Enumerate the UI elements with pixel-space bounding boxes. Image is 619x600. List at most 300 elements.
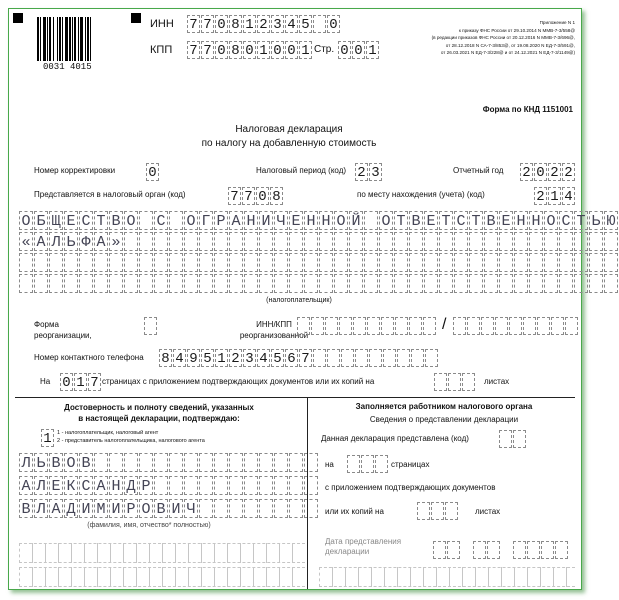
char-cell: И	[109, 499, 123, 518]
char-cell: 2	[520, 163, 533, 181]
char-cell	[484, 274, 498, 293]
signer-cell	[41, 429, 55, 447]
barcode-bar	[59, 17, 61, 61]
char-cell	[424, 232, 438, 251]
char-cell	[214, 476, 228, 495]
char-cell	[364, 211, 378, 230]
char-cell: 1	[74, 373, 87, 391]
char-cell	[154, 476, 168, 495]
char-cell	[411, 349, 424, 367]
char-cell: 0	[60, 373, 73, 391]
reorg-slash: /	[442, 316, 447, 333]
char-cell	[499, 274, 513, 293]
char-cell	[289, 499, 303, 518]
char-cell: А	[49, 499, 63, 518]
char-cell	[199, 499, 213, 518]
barcode-digits: 0031 4015	[43, 62, 92, 72]
char-cell	[409, 232, 423, 251]
char-cell	[49, 274, 63, 293]
char-cell	[139, 232, 153, 251]
char-cell	[229, 499, 243, 518]
char-cell: 7	[201, 41, 214, 59]
char-cell	[199, 232, 213, 251]
char-cell	[424, 253, 438, 272]
submitted-label: Данная декларация представлена (код)	[321, 434, 469, 443]
corner-mark-top-left	[13, 13, 23, 23]
char-cell	[311, 317, 324, 335]
char-cell	[169, 274, 183, 293]
char-cell	[184, 274, 198, 293]
char-cell: А	[94, 232, 108, 251]
char-cell	[169, 453, 183, 472]
char-cell: 0	[338, 41, 351, 59]
char-cell	[379, 274, 393, 293]
char-cell	[169, 476, 183, 495]
char-cell	[244, 253, 258, 272]
reorg-form-label-line: Форма	[34, 320, 59, 329]
char-cell	[445, 502, 458, 520]
tax-authority-label: Представляется в налоговый орган (код)	[34, 190, 186, 199]
kpp-cells	[187, 41, 313, 59]
char-cell	[394, 274, 408, 293]
char-cell: 0	[243, 41, 256, 59]
char-cell: 2	[548, 163, 561, 181]
char-cell: Л	[34, 476, 48, 495]
barcode-bar	[57, 17, 58, 61]
char-cell: Л	[49, 232, 63, 251]
char-cell	[361, 455, 374, 473]
char-cell	[244, 232, 258, 251]
char-cell: 0	[146, 163, 159, 181]
pages-on-label: На	[40, 377, 51, 386]
char-cell: 1	[548, 187, 561, 205]
char-cell	[544, 253, 558, 272]
char-cell: Ь	[64, 232, 78, 251]
char-cell	[154, 232, 168, 251]
char-cell	[364, 232, 378, 251]
char-cell: 5	[299, 15, 312, 33]
reorg-inn-cells	[297, 317, 437, 335]
char-cell	[289, 274, 303, 293]
char-cell: 7	[228, 187, 241, 205]
char-cell	[64, 274, 78, 293]
taxpayer-name-row-4	[19, 274, 619, 293]
char-cell	[154, 453, 168, 472]
reorg-innkpp-label-line: реорганизованной	[239, 331, 309, 340]
char-cell: В	[19, 499, 33, 518]
char-cell	[304, 274, 318, 293]
char-cell: Й	[349, 211, 363, 230]
right-pages-cells	[347, 455, 389, 473]
correction-label: Номер корректировки	[34, 166, 116, 175]
corner-mark-top-right	[131, 13, 141, 23]
appendix-line: (в редакции приказов ФНС России от 20.12.2016 N ММВ-7-3/696@,	[431, 35, 575, 40]
char-cell: Г	[199, 211, 213, 230]
char-cell: С	[559, 211, 573, 230]
barcode-bar	[47, 17, 48, 61]
barcode-bar	[40, 17, 41, 61]
char-cell: Е	[424, 211, 438, 230]
char-cell: О	[124, 211, 138, 230]
barcode-bar	[87, 17, 89, 61]
tax-period-cells	[355, 163, 383, 181]
char-cell	[34, 274, 48, 293]
char-cell: Е	[49, 476, 63, 495]
barcode-bar	[62, 17, 63, 61]
taxpayer-name-row-2	[19, 232, 619, 251]
char-cell: «	[19, 232, 33, 251]
char-cell	[214, 499, 228, 518]
char-cell: О	[64, 453, 78, 472]
section-separator	[15, 397, 575, 398]
char-cell	[19, 274, 33, 293]
char-cell	[448, 373, 461, 391]
char-cell	[484, 253, 498, 272]
char-cell: 7	[201, 15, 214, 33]
char-cell	[339, 317, 352, 335]
copies-label: или их копий на	[325, 507, 384, 516]
char-cell: Т	[574, 211, 588, 230]
char-cell: 4	[257, 349, 270, 367]
char-cell	[199, 476, 213, 495]
char-cell: 8	[229, 15, 242, 33]
char-cell	[431, 502, 444, 520]
char-cell	[589, 274, 603, 293]
char-cell: И	[79, 499, 93, 518]
char-cell	[139, 253, 153, 272]
char-cell	[319, 274, 333, 293]
inn-label: ИНН	[150, 18, 174, 30]
char-cell	[347, 455, 360, 473]
barcode-bar	[69, 17, 71, 61]
char-cell: 5	[201, 349, 214, 367]
char-cell	[304, 253, 318, 272]
sheets-label: листах	[484, 377, 510, 386]
char-cell	[169, 253, 183, 272]
char-cell	[484, 232, 498, 251]
char-cell	[304, 232, 318, 251]
char-cell	[274, 453, 288, 472]
char-cell	[409, 317, 422, 335]
char-cell	[214, 232, 228, 251]
char-cell: Т	[94, 211, 108, 230]
char-cell	[274, 499, 288, 518]
char-cell: 1	[366, 41, 379, 59]
char-cell	[433, 541, 446, 559]
char-cell	[229, 253, 243, 272]
char-cell	[383, 349, 396, 367]
char-cell: Д	[124, 476, 138, 495]
char-cell	[64, 253, 78, 272]
middle-name-cells	[19, 499, 319, 518]
char-cell	[513, 541, 526, 559]
char-cell: 9	[187, 349, 200, 367]
char-cell	[469, 253, 483, 272]
char-cell	[124, 232, 138, 251]
char-cell: С	[79, 211, 93, 230]
char-cell	[454, 253, 468, 272]
char-cell	[289, 476, 303, 495]
char-cell: 6	[285, 349, 298, 367]
char-cell	[274, 232, 288, 251]
char-cell	[467, 317, 480, 335]
char-cell	[109, 253, 123, 272]
char-cell	[544, 274, 558, 293]
char-cell	[259, 274, 273, 293]
char-cell	[139, 453, 153, 472]
char-cell: 8	[270, 187, 283, 205]
char-cell	[184, 476, 198, 495]
char-cell: Л	[34, 499, 48, 518]
char-cell	[551, 317, 564, 335]
char-cell	[334, 232, 348, 251]
correction-cells	[146, 163, 160, 181]
char-cell: С	[79, 476, 93, 495]
char-cell	[289, 253, 303, 272]
char-cell	[49, 253, 63, 272]
char-cell	[244, 499, 258, 518]
char-cell	[364, 253, 378, 272]
char-cell	[555, 541, 568, 559]
date-label	[325, 537, 401, 557]
barcode-bar	[90, 17, 91, 61]
char-cell	[214, 253, 228, 272]
char-cell	[154, 253, 168, 272]
char-cell: 3	[369, 163, 382, 181]
char-cell: Р	[139, 476, 153, 495]
char-cell	[409, 253, 423, 272]
date-label-line: декларации	[325, 547, 370, 556]
char-cell	[79, 253, 93, 272]
char-cell	[259, 476, 273, 495]
char-cell	[379, 232, 393, 251]
char-cell	[513, 430, 526, 448]
char-cell: В	[409, 211, 423, 230]
char-cell	[297, 317, 310, 335]
char-cell	[124, 453, 138, 472]
char-cell: Н	[319, 211, 333, 230]
char-cell	[369, 349, 382, 367]
char-cell	[379, 253, 393, 272]
appendix-line: к приказу ФНС России от 29.10.2014 N ММВ-7-3/558@	[458, 27, 575, 33]
appendix-line: Приложение N 1	[539, 20, 575, 25]
char-cell	[214, 274, 228, 293]
char-cell	[349, 232, 363, 251]
right-sheets-cells	[417, 502, 459, 520]
char-cell	[259, 232, 273, 251]
char-cell	[259, 453, 273, 472]
char-cell	[199, 253, 213, 272]
char-cell	[589, 253, 603, 272]
barcode-bar	[37, 17, 39, 61]
char-cell	[341, 349, 354, 367]
char-cell	[79, 274, 93, 293]
char-cell: О	[379, 211, 393, 230]
char-cell	[434, 373, 447, 391]
char-cell	[144, 317, 157, 335]
char-cell: О	[139, 499, 153, 518]
tax-authority-cells	[228, 187, 284, 205]
char-cell	[274, 476, 288, 495]
char-cell: В	[154, 499, 168, 518]
char-cell: О	[544, 211, 558, 230]
char-cell	[439, 274, 453, 293]
char-cell	[529, 253, 543, 272]
char-cell	[439, 253, 453, 272]
char-cell	[565, 317, 578, 335]
char-cell	[334, 253, 348, 272]
char-cell	[94, 453, 108, 472]
char-cell: 1	[41, 429, 54, 447]
appendix-text	[432, 19, 575, 57]
right-subheader: Сведения о представлении декларации	[369, 415, 519, 424]
right-sheets-label: листах	[475, 507, 501, 516]
char-cell: Р	[124, 499, 138, 518]
barcode-bar	[65, 17, 68, 61]
char-cell: 8	[229, 41, 242, 59]
char-cell	[544, 232, 558, 251]
char-cell: 0	[285, 41, 298, 59]
char-cell	[527, 541, 540, 559]
char-cell: Т	[394, 211, 408, 230]
char-cell: 0	[534, 163, 547, 181]
char-cell	[425, 349, 438, 367]
page-label: Стр.	[314, 44, 335, 55]
char-cell	[462, 373, 475, 391]
char-cell: Р	[214, 211, 228, 230]
char-cell	[184, 453, 198, 472]
char-cell: Н	[304, 211, 318, 230]
char-cell: 3	[243, 349, 256, 367]
page-cells	[338, 41, 380, 59]
barcode-bar	[85, 17, 86, 61]
char-cell: И	[169, 499, 183, 518]
char-cell	[124, 253, 138, 272]
barcode	[37, 17, 111, 61]
char-cell: А	[19, 476, 33, 495]
char-cell	[559, 253, 573, 272]
submitted-cells	[499, 430, 527, 448]
char-cell: »	[109, 232, 123, 251]
char-cell	[124, 274, 138, 293]
sheets-cells	[434, 373, 476, 391]
appendix-line: от 26.03.2021 N ЕД-7-3/228@ и от 24.12.2021 N ЕД-7-3/1149@)	[440, 50, 575, 55]
char-cell	[423, 317, 436, 335]
title-line-2: по налогу на добавленную стоимость	[201, 138, 377, 149]
pages-cells	[60, 373, 102, 391]
char-cell	[169, 211, 183, 230]
char-cell: 2	[534, 187, 547, 205]
char-cell: 0	[215, 41, 228, 59]
char-cell	[244, 274, 258, 293]
taxpayer-name-row-3	[19, 253, 619, 272]
char-cell	[19, 253, 33, 272]
char-cell	[319, 253, 333, 272]
char-cell	[499, 232, 513, 251]
first-name-cells	[19, 476, 319, 495]
reorg-form-label-line: реорганизации,	[34, 331, 92, 340]
date-label-line: Дата представления	[325, 537, 402, 546]
char-cell: В	[49, 453, 63, 472]
char-cell	[469, 274, 483, 293]
char-cell	[604, 232, 618, 251]
char-cell	[169, 232, 183, 251]
char-cell: 7	[88, 373, 101, 391]
pages-mid-label: страницах с приложением подтверждающих документов или их копий на	[102, 377, 375, 386]
char-cell: 4	[173, 349, 186, 367]
barcode-bar	[74, 17, 76, 61]
char-cell	[529, 274, 543, 293]
char-cell: Н	[514, 211, 528, 230]
char-cell	[454, 232, 468, 251]
char-cell: Ф	[79, 232, 93, 251]
char-cell	[274, 253, 288, 272]
char-cell: Н	[109, 476, 123, 495]
char-cell	[364, 274, 378, 293]
char-cell	[244, 476, 258, 495]
char-cell: 4	[285, 15, 298, 33]
title-line-1: Налоговая декларация	[235, 124, 343, 135]
char-cell	[259, 253, 273, 272]
barcode-bar	[49, 17, 51, 61]
appendix-line: от 28.12.2018 N СА-7-3/853@, от 19.08.2020 N ЕД-7-3/591@,	[445, 42, 575, 48]
char-cell	[424, 274, 438, 293]
date-year-cells	[513, 541, 569, 559]
char-cell: 0	[271, 41, 284, 59]
right-empty-row	[319, 567, 575, 587]
left-header-line: в настоящей декларации, подтверждаю:	[78, 414, 240, 423]
char-cell	[34, 253, 48, 272]
char-cell	[395, 317, 408, 335]
char-cell	[381, 317, 394, 335]
char-cell	[499, 430, 512, 448]
char-cell	[529, 232, 543, 251]
char-cell: Ч	[274, 211, 288, 230]
char-cell	[514, 232, 528, 251]
char-cell	[514, 253, 528, 272]
char-cell	[94, 253, 108, 272]
char-cell: 1	[215, 349, 228, 367]
char-cell: А	[34, 232, 48, 251]
char-cell	[469, 232, 483, 251]
right-pages-label: страницах	[391, 460, 430, 469]
right-on-label: на	[325, 460, 334, 469]
char-cell: Т	[469, 211, 483, 230]
char-cell	[229, 453, 243, 472]
char-cell	[313, 349, 326, 367]
char-cell: 2	[355, 163, 368, 181]
with-docs-label: с приложением подтверждающих документов	[325, 483, 496, 492]
char-cell	[394, 253, 408, 272]
char-cell	[574, 274, 588, 293]
char-cell: 7	[242, 187, 255, 205]
kpp-label: КПП	[150, 44, 173, 56]
left-header-line: Достоверность и полноту сведений, указанных	[64, 403, 254, 412]
last-name-cells	[19, 453, 319, 472]
barcode-bar	[53, 17, 54, 61]
inn-cells	[187, 15, 341, 33]
char-cell: Е	[499, 211, 513, 230]
char-cell: В	[109, 211, 123, 230]
date-day-cells	[433, 541, 461, 559]
char-cell	[537, 317, 550, 335]
char-cell	[229, 274, 243, 293]
char-cell: Ь	[34, 453, 48, 472]
char-cell	[184, 232, 198, 251]
signer-option: 1 - налогоплательщик, налоговый агент	[57, 430, 159, 436]
char-cell	[481, 317, 494, 335]
char-cell	[541, 541, 554, 559]
